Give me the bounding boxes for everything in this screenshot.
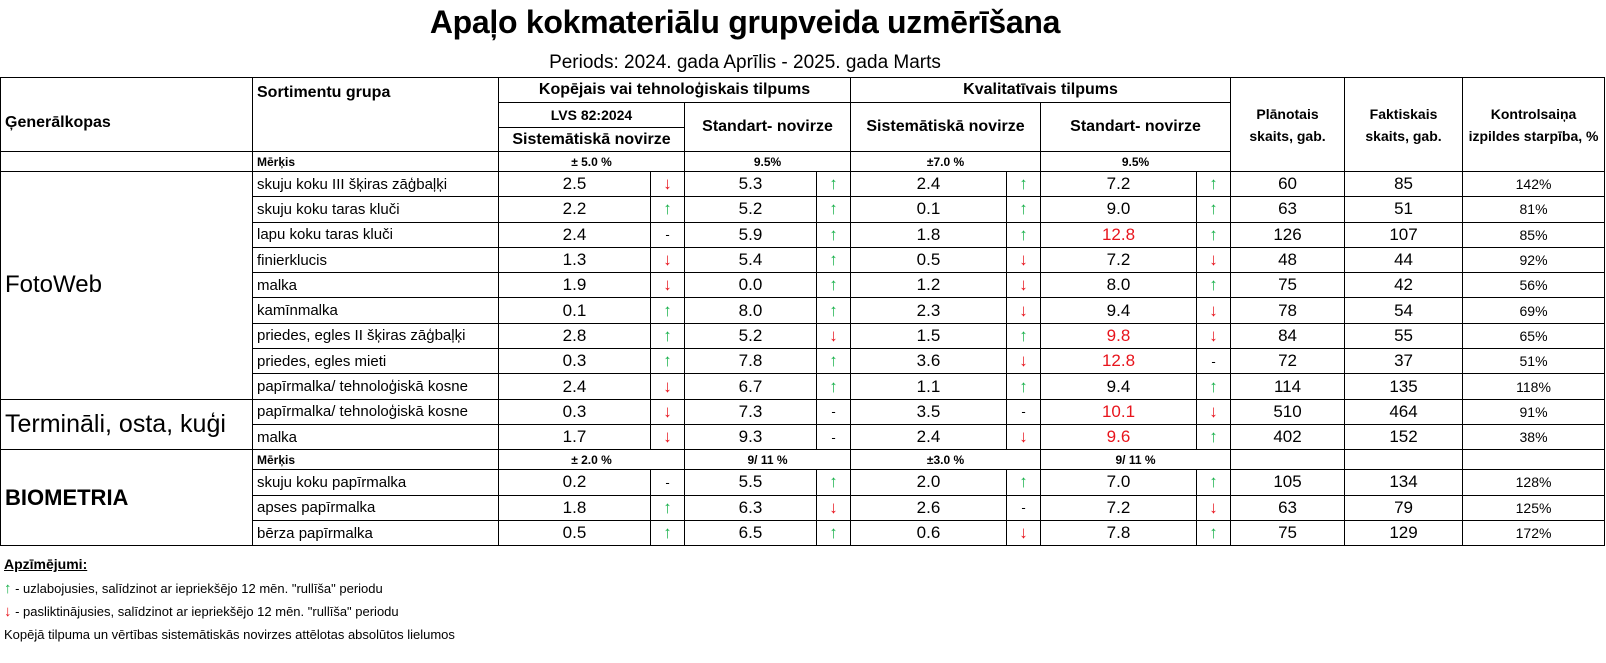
goal-quality-sys: ±3.0 % <box>851 450 1041 470</box>
arrow-up-icon: ↑ <box>817 247 851 272</box>
actual-count: 464 <box>1345 399 1463 424</box>
total-systematic-value: 1.3 <box>499 247 651 272</box>
control-difference: 38% <box>1463 424 1605 449</box>
goal-empty <box>1231 450 1345 470</box>
sortiment-name: bērza papīrmalka <box>253 520 499 545</box>
arrow-up-icon: ↑ <box>1197 374 1231 399</box>
total-std-value: 0.0 <box>685 273 817 298</box>
header-quality-sys: Sistemātiskā novirze <box>851 103 1041 152</box>
sortiment-name: priedes, egles II šķiras zāģbaļķi <box>253 323 499 348</box>
actual-count: 85 <box>1345 172 1463 197</box>
no-change-dash: - <box>651 222 685 247</box>
arrow-up-icon: ↑ <box>651 298 685 323</box>
header-quality-std: Standart- novirze <box>1041 103 1231 152</box>
total-std-value: 5.2 <box>685 197 817 222</box>
sortiment-name: skuju koku papīrmalka <box>253 470 499 495</box>
sortiment-name: kamīnmalka <box>253 298 499 323</box>
header-control: Kontrolsaiņa izpildes starpība, % <box>1463 78 1605 172</box>
quality-systematic-value: 0.5 <box>851 247 1007 272</box>
total-systematic-value: 0.1 <box>499 298 651 323</box>
sortiment-name: papīrmalka/ tehnoloģiskā kosne <box>253 374 499 399</box>
arrow-up-icon: ↑ <box>817 197 851 222</box>
no-change-dash: - <box>651 470 685 495</box>
planned-count: 126 <box>1231 222 1345 247</box>
group-biometria: BIOMETRIA <box>1 450 253 546</box>
actual-count: 129 <box>1345 520 1463 545</box>
arrow-up-icon: ↑ <box>1197 470 1231 495</box>
quality-systematic-value: 2.0 <box>851 470 1007 495</box>
quality-systematic-value: 2.4 <box>851 424 1007 449</box>
actual-count: 44 <box>1345 247 1463 272</box>
header-planned: Plānotais skaits, gab. <box>1231 78 1345 172</box>
total-std-value: 5.3 <box>685 172 817 197</box>
quality-systematic-value: 2.4 <box>851 172 1007 197</box>
arrow-up-icon: ↑ <box>4 580 12 597</box>
control-difference: 65% <box>1463 323 1605 348</box>
arrow-down-icon: ↓ <box>1197 298 1231 323</box>
control-difference: 81% <box>1463 197 1605 222</box>
legend-down: ↓ - pasliktinājusies, salīdzinot ar iepriekšējo 12 mēn. "rullīša" periodu <box>4 603 399 620</box>
arrow-up-icon: ↑ <box>651 520 685 545</box>
total-systematic-value: 0.3 <box>499 399 651 424</box>
quality-std-value: 7.2 <box>1041 495 1197 520</box>
sortiment-name: malka <box>253 273 499 298</box>
quality-systematic-value: 0.1 <box>851 197 1007 222</box>
control-difference: 92% <box>1463 247 1605 272</box>
quality-std-value: 12.8 <box>1041 349 1197 374</box>
planned-count: 105 <box>1231 470 1345 495</box>
quality-std-value: 12.8 <box>1041 222 1197 247</box>
sortiment-name: skuju koku taras kluči <box>253 197 499 222</box>
header-total-volume: Kopējais vai tehnoloģiskais tilpums <box>499 78 851 103</box>
arrow-down-icon: ↓ <box>651 424 685 449</box>
quality-systematic-value: 3.5 <box>851 399 1007 424</box>
total-systematic-value: 0.3 <box>499 349 651 374</box>
arrow-up-icon: ↑ <box>817 273 851 298</box>
goal-spacer <box>1 152 253 172</box>
no-change-dash: - <box>1197 349 1231 374</box>
arrow-up-icon: ↑ <box>1197 222 1231 247</box>
arrow-up-icon: ↑ <box>1007 222 1041 247</box>
arrow-down-icon: ↓ <box>651 399 685 424</box>
planned-count: 84 <box>1231 323 1345 348</box>
planned-count: 75 <box>1231 520 1345 545</box>
arrow-up-icon: ↑ <box>1007 172 1041 197</box>
arrow-up-icon: ↑ <box>1197 172 1231 197</box>
quality-std-value: 7.0 <box>1041 470 1197 495</box>
table-row <box>1 399 1605 424</box>
no-change-dash: - <box>817 399 851 424</box>
total-std-value: 6.7 <box>685 374 817 399</box>
arrow-down-icon: ↓ <box>1197 247 1231 272</box>
actual-count: 42 <box>1345 273 1463 298</box>
total-systematic-value: 1.7 <box>499 424 651 449</box>
sortiment-name: apses papīrmalka <box>253 495 499 520</box>
quality-systematic-value: 1.8 <box>851 222 1007 247</box>
arrow-up-icon: ↑ <box>1007 470 1041 495</box>
goal-total-sys: ± 2.0 % <box>499 450 685 470</box>
no-change-dash: - <box>817 424 851 449</box>
arrow-up-icon: ↑ <box>817 520 851 545</box>
control-difference: 118% <box>1463 374 1605 399</box>
planned-count: 510 <box>1231 399 1345 424</box>
planned-count: 72 <box>1231 349 1345 374</box>
planned-count: 63 <box>1231 197 1345 222</box>
control-difference: 128% <box>1463 470 1605 495</box>
total-std-value: 5.4 <box>685 247 817 272</box>
planned-count: 60 <box>1231 172 1345 197</box>
total-systematic-value: 1.8 <box>499 495 651 520</box>
arrow-down-icon: ↓ <box>1007 273 1041 298</box>
sortiment-name: lapu koku taras kluči <box>253 222 499 247</box>
total-systematic-value: 2.4 <box>499 222 651 247</box>
goal-row-2 <box>1 450 1605 470</box>
sortiment-name: priedes, egles mieti <box>253 349 499 374</box>
quality-std-value: 8.0 <box>1041 273 1197 298</box>
planned-count: 48 <box>1231 247 1345 272</box>
actual-count: 55 <box>1345 323 1463 348</box>
arrow-down-icon: ↓ <box>4 603 12 620</box>
total-std-value: 6.3 <box>685 495 817 520</box>
goal-empty <box>1463 450 1605 470</box>
quality-systematic-value: 0.6 <box>851 520 1007 545</box>
actual-count: 37 <box>1345 349 1463 374</box>
arrow-down-icon: ↓ <box>1197 495 1231 520</box>
actual-count: 134 <box>1345 470 1463 495</box>
arrow-up-icon: ↑ <box>1197 197 1231 222</box>
quality-std-value: 9.8 <box>1041 323 1197 348</box>
no-change-dash: - <box>1007 495 1041 520</box>
control-difference: 125% <box>1463 495 1605 520</box>
arrow-down-icon: ↓ <box>1007 349 1041 374</box>
quality-systematic-value: 2.3 <box>851 298 1007 323</box>
group-terminals: Termināli, osta, kuģi <box>1 399 253 450</box>
quality-std-value: 7.2 <box>1041 172 1197 197</box>
quality-systematic-value: 3.6 <box>851 349 1007 374</box>
total-std-value: 5.2 <box>685 323 817 348</box>
goal-quality-sys: ±7.0 % <box>851 152 1041 172</box>
goal-total-sys: ± 5.0 % <box>499 152 685 172</box>
actual-count: 54 <box>1345 298 1463 323</box>
quality-std-value: 9.4 <box>1041 374 1197 399</box>
arrow-down-icon: ↓ <box>651 374 685 399</box>
sortiment-name: skuju koku III šķiras zāģbaļķi <box>253 172 499 197</box>
actual-count: 51 <box>1345 197 1463 222</box>
total-systematic-value: 0.5 <box>499 520 651 545</box>
header-total-sys: Sistemātiskā novirze <box>499 128 685 152</box>
quality-systematic-value: 1.1 <box>851 374 1007 399</box>
quality-std-value: 9.0 <box>1041 197 1197 222</box>
arrow-up-icon: ↑ <box>1197 424 1231 449</box>
goal-label: Mērķis <box>253 450 499 470</box>
header-total-std: Standart- novirze <box>685 103 851 152</box>
header-quality-volume: Kvalitatīvais tilpums <box>851 78 1231 103</box>
period-subtitle: Periods: 2024. gada Aprīlis - 2025. gada Marts <box>549 52 941 73</box>
actual-count: 135 <box>1345 374 1463 399</box>
planned-count: 75 <box>1231 273 1345 298</box>
control-difference: 56% <box>1463 273 1605 298</box>
planned-count: 78 <box>1231 298 1345 323</box>
quality-std-value: 10.1 <box>1041 399 1197 424</box>
arrow-up-icon: ↑ <box>817 374 851 399</box>
control-difference: 91% <box>1463 399 1605 424</box>
legend-heading: Apzīmējumi: <box>4 556 88 572</box>
header-group: Sortimentu grupa <box>253 78 499 152</box>
arrow-up-icon: ↑ <box>651 349 685 374</box>
page-title: Apaļo kokmateriālu grupveida uzmērīšana <box>429 4 1061 40</box>
arrow-up-icon: ↑ <box>817 222 851 247</box>
goal-total-std: 9/ 11 % <box>685 450 851 470</box>
total-systematic-value: 1.9 <box>499 273 651 298</box>
total-systematic-value: 2.4 <box>499 374 651 399</box>
table-row <box>1 172 1605 197</box>
control-difference: 142% <box>1463 172 1605 197</box>
arrow-up-icon: ↑ <box>651 323 685 348</box>
control-difference: 85% <box>1463 222 1605 247</box>
arrow-down-icon: ↓ <box>1197 399 1231 424</box>
sortiment-name: papīrmalka/ tehnoloģiskā kosne <box>253 399 499 424</box>
arrow-up-icon: ↑ <box>817 298 851 323</box>
actual-count: 152 <box>1345 424 1463 449</box>
arrow-up-icon: ↑ <box>1007 197 1041 222</box>
group-fotoweb: FotoWeb <box>1 172 253 400</box>
planned-count: 114 <box>1231 374 1345 399</box>
arrow-up-icon: ↑ <box>1007 323 1041 348</box>
goal-empty <box>1345 450 1463 470</box>
control-difference: 69% <box>1463 298 1605 323</box>
arrow-up-icon: ↑ <box>651 197 685 222</box>
goal-quality-std: 9/ 11 % <box>1041 450 1231 470</box>
quality-systematic-value: 2.6 <box>851 495 1007 520</box>
actual-count: 107 <box>1345 222 1463 247</box>
arrow-down-icon: ↓ <box>1007 520 1041 545</box>
total-std-value: 7.3 <box>685 399 817 424</box>
quality-std-value: 9.4 <box>1041 298 1197 323</box>
total-std-value: 5.9 <box>685 222 817 247</box>
arrow-down-icon: ↓ <box>1007 247 1041 272</box>
legend-note: Kopējā tilpuma un vērtības sistemātiskās novirzes attēlotas absolūtos lielumos <box>4 627 455 642</box>
header-actual: Faktiskais skaits, gab. <box>1345 78 1463 172</box>
arrow-up-icon: ↑ <box>1007 374 1041 399</box>
total-std-value: 9.3 <box>685 424 817 449</box>
goal-total-std: 9.5% <box>685 152 851 172</box>
header-standard: LVS 82:2024 <box>499 103 685 128</box>
arrow-up-icon: ↑ <box>817 349 851 374</box>
arrow-up-icon: ↑ <box>817 470 851 495</box>
arrow-down-icon: ↓ <box>651 247 685 272</box>
arrow-down-icon: ↓ <box>1007 424 1041 449</box>
goal-label: Mērķis <box>253 152 499 172</box>
total-std-value: 8.0 <box>685 298 817 323</box>
actual-count: 79 <box>1345 495 1463 520</box>
total-std-value: 5.5 <box>685 470 817 495</box>
quality-systematic-value: 1.5 <box>851 323 1007 348</box>
total-systematic-value: 0.2 <box>499 470 651 495</box>
arrow-down-icon: ↓ <box>651 172 685 197</box>
goal-quality-std: 9.5% <box>1041 152 1231 172</box>
control-difference: 51% <box>1463 349 1605 374</box>
measurement-table <box>0 77 1605 546</box>
total-systematic-value: 2.8 <box>499 323 651 348</box>
quality-std-value: 9.6 <box>1041 424 1197 449</box>
arrow-up-icon: ↑ <box>1197 520 1231 545</box>
arrow-up-icon: ↑ <box>651 495 685 520</box>
planned-count: 402 <box>1231 424 1345 449</box>
planned-count: 63 <box>1231 495 1345 520</box>
arrow-down-icon: ↓ <box>651 273 685 298</box>
total-systematic-value: 2.5 <box>499 172 651 197</box>
quality-systematic-value: 1.2 <box>851 273 1007 298</box>
arrow-up-icon: ↑ <box>817 172 851 197</box>
quality-std-value: 7.2 <box>1041 247 1197 272</box>
arrow-down-icon: ↓ <box>1197 323 1231 348</box>
total-std-value: 7.8 <box>685 349 817 374</box>
arrow-down-icon: ↓ <box>817 495 851 520</box>
arrow-up-icon: ↑ <box>1197 273 1231 298</box>
header-population: Ģenerālkopas <box>1 78 253 152</box>
no-change-dash: - <box>1007 399 1041 424</box>
arrow-down-icon: ↓ <box>1007 298 1041 323</box>
arrow-down-icon: ↓ <box>817 323 851 348</box>
header-row-1 <box>1 78 1605 103</box>
legend-up: ↑ - uzlabojusies, salīdzinot ar iepriekšējo 12 mēn. "rullīša" periodu <box>4 580 383 597</box>
sortiment-name: finierklucis <box>253 247 499 272</box>
control-difference: 172% <box>1463 520 1605 545</box>
sortiment-name: malka <box>253 424 499 449</box>
total-systematic-value: 2.2 <box>499 197 651 222</box>
quality-std-value: 7.8 <box>1041 520 1197 545</box>
total-std-value: 6.5 <box>685 520 817 545</box>
